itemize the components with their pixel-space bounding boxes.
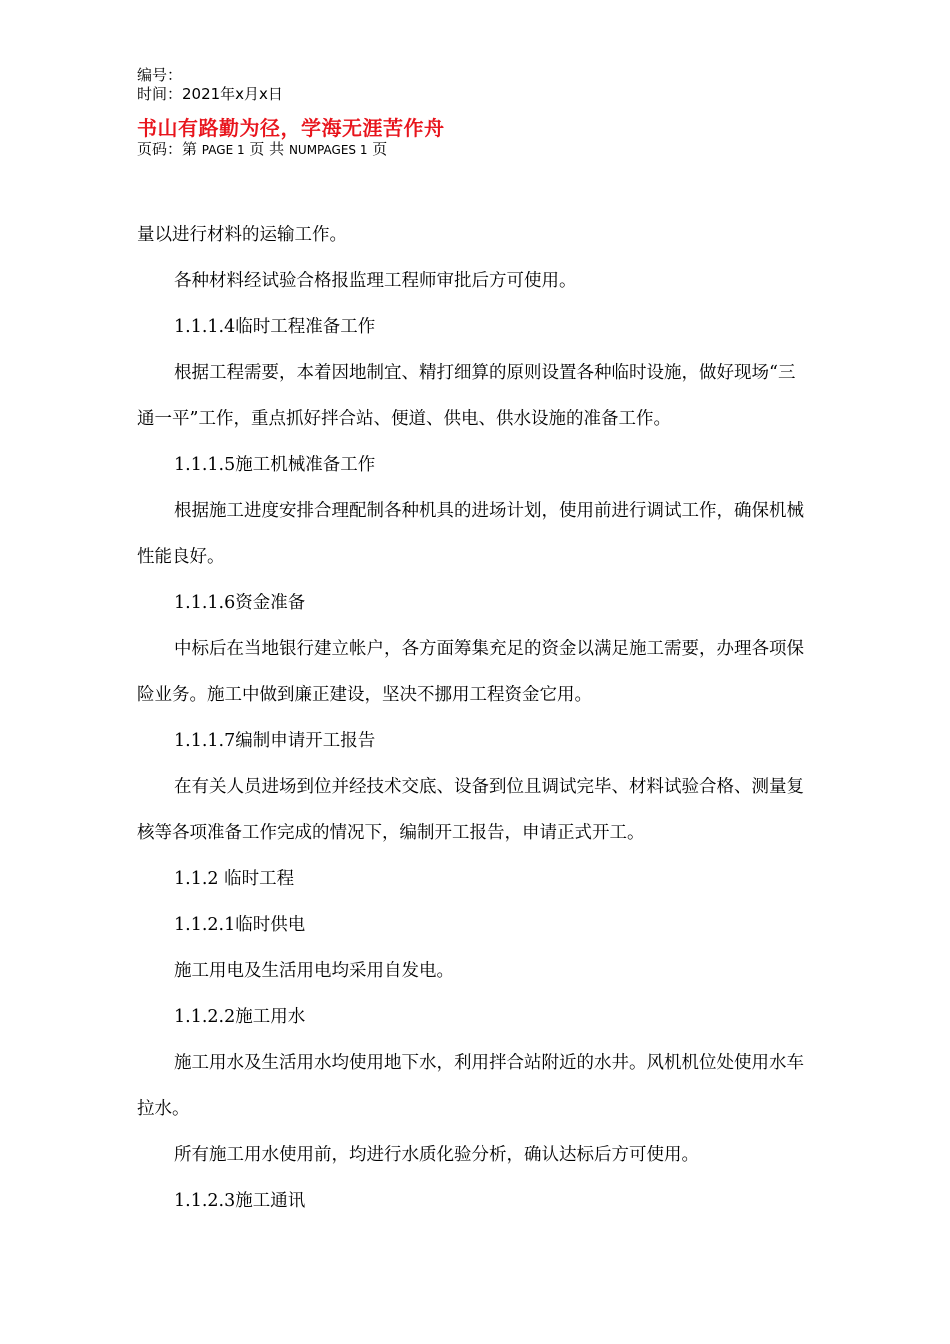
document-body [137,212,857,1224]
paragraph-line: 中标后在当地银行建立帐户，各方面筹集充足的资金以满足施工需要，办理各项保 [174,639,804,659]
page-prefix: 页码：第 [137,140,198,158]
paragraph-line: 性能良好。 [137,547,225,567]
document-number-label: 编号： [137,66,183,84]
paragraph: 各种材料经试验合格报监理工程师审批后方可使用。 [174,271,577,291]
paragraph-line: 施工用水及生活用水均使用地下水，利用拌合站附近的水井。风机机位处使用水车 [174,1053,804,1073]
paragraph: 所有施工用水使用前，均进行水质化验分析，确认达标后方可使用。 [174,1145,699,1165]
paragraph-line: 根据工程需要，本着因地制宜、精打细算的原则设置各种临时设施，做好现场“三 [174,363,796,383]
section-heading: 1.1.2.3施工通讯 [174,1191,306,1211]
paragraph-line: 通一平”工作，重点抓好拌合站、便道、供电、供水设施的准备工作。 [137,409,671,429]
document-header [137,66,857,159]
section-heading: 1.1.1.6资金准备 [174,593,306,613]
motto-heading: 书山有路勤为径，学海无涯苦作舟 [137,116,445,140]
document-date: 时间：2021年x月x日 [137,85,283,103]
paragraph-line: 核等各项准备工作完成的情况下，编制开工报告，申请正式开工。 [137,823,645,843]
section-heading: 1.1.1.5施工机械准备工作 [174,455,376,475]
section-heading: 1.1.2 临时工程 [174,869,295,889]
page-middle: 页 共 [249,140,285,158]
section-heading: 1.1.2.1临时供电 [174,915,306,935]
page-field: PAGE 1 [201,143,245,157]
numpages-field: NUMPAGES 1 [288,143,368,157]
page-number-line [137,140,857,159]
section-heading: 1.1.2.2施工用水 [174,1007,306,1027]
paragraph-line: 险业务。施工中做到廉正建设，坚决不挪用工程资金它用。 [137,685,592,705]
paragraph-line: 拉水。 [137,1099,190,1119]
section-heading: 1.1.1.4临时工程准备工作 [174,317,376,337]
paragraph: 施工用电及生活用电均采用自发电。 [174,961,454,981]
paragraph-line: 在有关人员进场到位并经技术交底、设备到位且调试完毕、材料试验合格、测量复 [174,777,804,797]
paragraph-line: 根据施工进度安排合理配制各种机具的进场计划，使用前进行调试工作，确保机械 [174,501,804,521]
section-heading: 1.1.1.7编制申请开工报告 [174,731,376,751]
page-suffix: 页 [372,140,388,158]
paragraph-continuation: 量以进行材料的运输工作。 [137,225,347,245]
